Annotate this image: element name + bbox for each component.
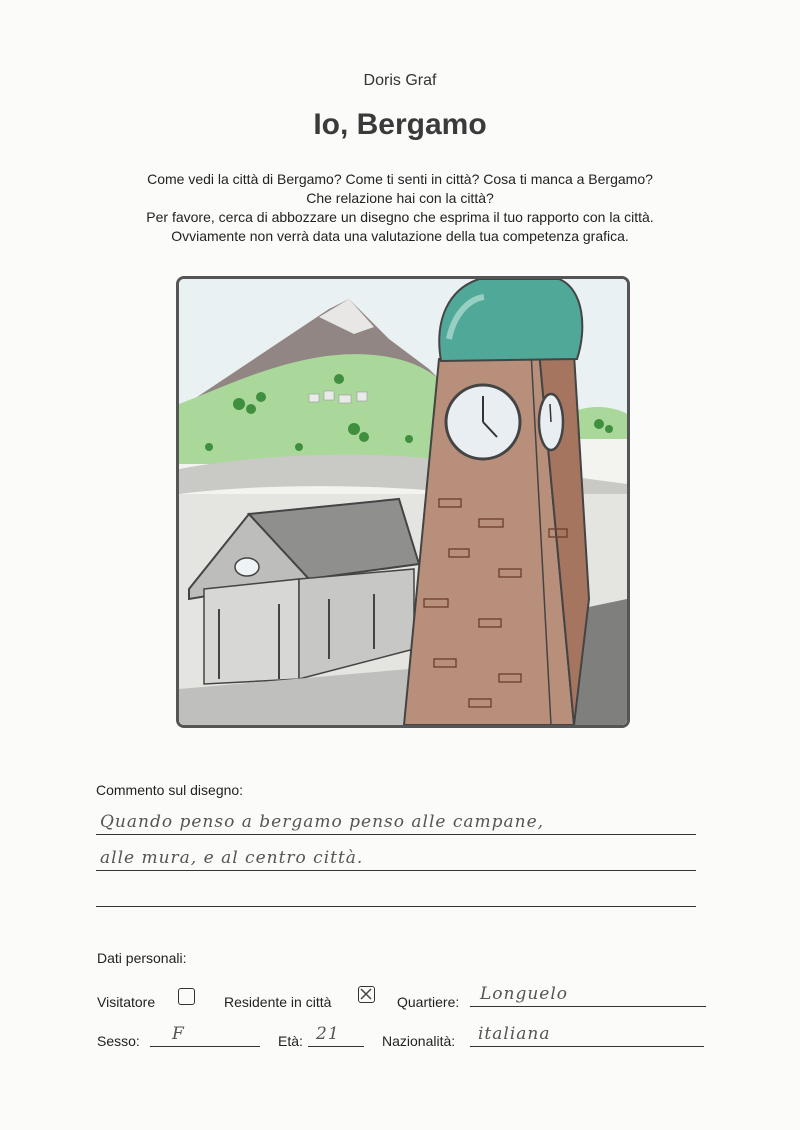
visitor-label: Visitatore [97, 994, 156, 1010]
district-label: Quartiere: [397, 994, 460, 1010]
district-line [470, 1006, 706, 1007]
intro-text [0, 170, 800, 246]
district-value[interactable]: Longuelo [480, 984, 569, 1004]
nationality-value[interactable]: italiana [478, 1024, 551, 1044]
comment-text-1[interactable]: Quando penso a bergamo penso alle campane, [100, 812, 545, 832]
nationality-line [470, 1046, 704, 1047]
sex-value[interactable]: F [172, 1024, 185, 1044]
intro-line: Che relazione hai con la città? [306, 190, 494, 206]
sex-label: Sesso: [97, 1033, 140, 1049]
comment-label: Commento sul disegno: [96, 782, 244, 798]
comment-line-3 [96, 906, 696, 907]
visitor-checkbox[interactable] [178, 988, 195, 1005]
intro-line: Come vedi la città di Bergamo? Come ti senti in città? Cosa ti manca a Bergamo? [147, 171, 653, 187]
age-line [308, 1046, 364, 1047]
age-label: Età: [278, 1033, 303, 1049]
sketch-drawing [179, 279, 627, 725]
drawing-frame [176, 276, 630, 728]
nationality-label: Nazionalità: [382, 1033, 456, 1049]
comment-line-1 [96, 834, 696, 835]
check-mark-icon [359, 987, 373, 1001]
intro-line: Ovviamente non verrà data una valutazione della tua competenza grafica. [171, 228, 629, 244]
intro-line: Per favore, cerca di abbozzare un disegno che esprima il tuo rapporto con la città. [146, 209, 654, 225]
author-name: Doris Graf [363, 72, 437, 89]
age-value[interactable]: 21 [316, 1024, 340, 1044]
resident-label: Residente in città [224, 994, 332, 1010]
comment-line-2 [96, 870, 696, 871]
tower-dome [439, 279, 582, 361]
sex-line [150, 1046, 260, 1047]
page-title: Io, Bergamo [313, 108, 487, 141]
resident-checkbox[interactable] [358, 986, 375, 1003]
personal-data-label: Dati personali: [97, 950, 187, 966]
comment-text-2[interactable]: alle mura, e al centro città. [100, 848, 364, 868]
